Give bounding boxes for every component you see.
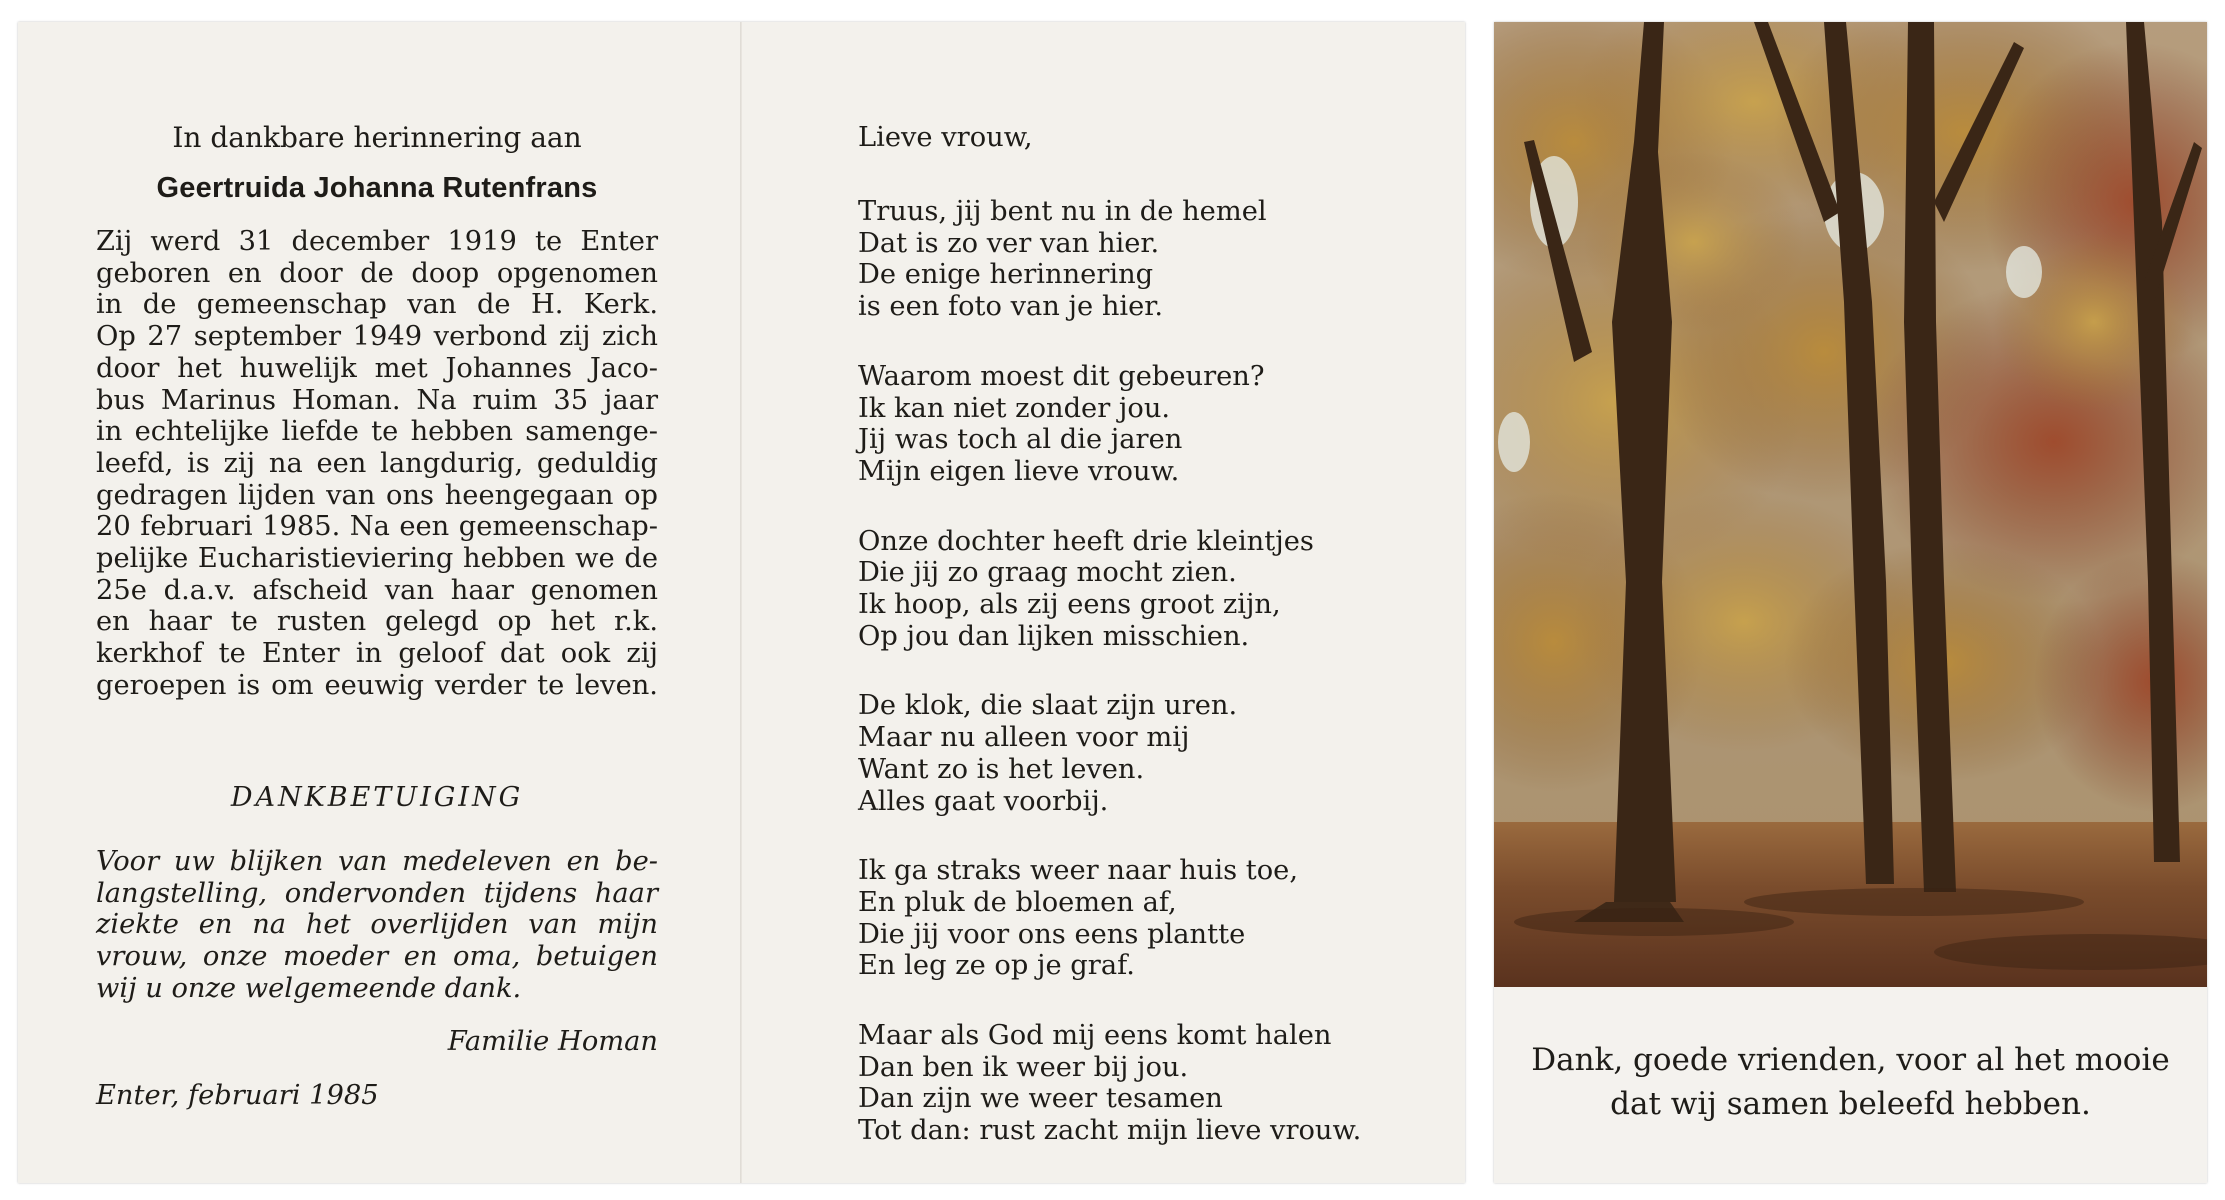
- poem-line: Maar nu alleen voor mij: [858, 722, 1190, 754]
- autumn-forest-photo: [1494, 22, 2207, 987]
- poem-line: Op jou dan lijken misschien.: [858, 620, 1250, 652]
- poem-line: Dan ben ik weer bij jou.: [858, 1051, 1189, 1083]
- bio-line: gedragen lijden van ons heengegaan op: [96, 479, 658, 511]
- poem-line: Onze dochter heeft drie kleintjes: [858, 525, 1314, 557]
- poem-line: Tot dan: rust zacht mijn lieve vrouw.: [858, 1115, 1362, 1147]
- bio-line: leefd, is zij na een langdurig, geduldig: [96, 447, 658, 479]
- poem-line: Ik ga straks weer naar huis toe,: [858, 855, 1299, 887]
- poem-line: Dan zijn we weer tesamen: [858, 1083, 1223, 1115]
- poem-line: En pluk de bloemen af,: [858, 886, 1177, 918]
- thanks-line: wij u onze welgemeende dank.: [96, 972, 522, 1004]
- poem-line: De klok, die slaat zijn uren.: [858, 690, 1238, 722]
- thanks-line: Voor uw blijken van medeleven en be-: [96, 846, 658, 877]
- family-signature: Familie Homan: [447, 1026, 658, 1057]
- poem-stanza: [858, 361, 1418, 488]
- poem-stanza: [858, 526, 1418, 653]
- poem-line: Ik kan niet zonder jou.: [858, 392, 1171, 424]
- bio-line: in de gemeenschap van de H. Kerk.: [96, 289, 658, 321]
- left-panel: [96, 118, 658, 1111]
- poem-line: Waarom moest dit gebeuren?: [858, 360, 1265, 392]
- bio-line: door het huwelijk met Johannes Jaco-: [96, 352, 658, 384]
- caption-line: dat wij samen beleefd hebben.: [1610, 1086, 2091, 1122]
- poem-line: En leg ze op je graf.: [858, 950, 1135, 982]
- card-fold-line: [740, 22, 742, 1183]
- poem-line: Want zo is het leven.: [858, 753, 1145, 785]
- poem-line: Ik hoop, als zij eens groot zijn,: [858, 589, 1281, 621]
- poem-salutation: Lieve vrouw,: [858, 122, 1033, 153]
- poem-line: Dat is zo ver van hier.: [858, 227, 1160, 259]
- photo-card: [1494, 22, 2207, 1183]
- poem-stanza: [858, 196, 1418, 323]
- poem-line: Mijn eigen lieve vrouw.: [858, 455, 1180, 487]
- bio-line: bus Marinus Homan. Na ruim 35 jaar: [96, 384, 658, 416]
- thanks-text: [96, 846, 658, 1005]
- poem-line: Alles gaat voorbij.: [858, 785, 1109, 817]
- poem-panel: [858, 118, 1418, 1147]
- bio-line: Op 27 september 1949 verbond zij zich: [96, 321, 658, 353]
- intro-text: In dankbare herinnering aan: [172, 121, 582, 154]
- poem-line: Truus, jij bent nu in de hemel: [858, 196, 1267, 227]
- bio-line: pelijke Eucharistieviering hebben we de: [96, 543, 658, 575]
- poem-stanza: [858, 1020, 1418, 1147]
- thanks-heading: DANKBETUIGING: [230, 782, 524, 813]
- bio-line: Zij werd 31 december 1919 te Enter: [96, 226, 658, 257]
- bio-line: 20 februari 1985. Na een gemeenschap-: [96, 511, 658, 543]
- photo-caption: [1494, 1038, 2207, 1126]
- biography: [96, 226, 658, 702]
- bio-line: 25e d.a.v. afscheid van haar genomen: [96, 574, 658, 606]
- bio-line: geroepen is om eeuwig verder te leven.: [96, 669, 658, 701]
- poem-line: Jij was toch al die jaren: [858, 424, 1183, 456]
- bio-line: kerkhof te Enter in geloof dat ook zij: [96, 638, 658, 670]
- bio-line: in echtelijke liefde te hebben samenge-: [96, 416, 658, 448]
- poem-stanza: [858, 690, 1418, 817]
- caption-line: Dank, goede vrienden, voor al het mooie: [1531, 1042, 2170, 1078]
- thanks-line: vrouw, onze moeder en oma, betuigen: [96, 941, 658, 973]
- poem-line: De enige herinnering: [858, 259, 1154, 291]
- thanks-line: langstelling, ondervonden tijdens haar: [96, 877, 658, 909]
- poem-line: Maar als God mij eens komt halen: [858, 1020, 1332, 1052]
- deceased-name: Geertruida Johanna Rutenfrans: [156, 172, 598, 204]
- bio-line: geboren en door de doop opgenomen: [96, 257, 658, 289]
- thanks-line: ziekte en na het overlijden van mijn: [96, 909, 658, 941]
- poem-stanza: [858, 855, 1418, 982]
- place-date: Enter, februari 1985: [96, 1080, 379, 1111]
- poem-line: Die jij voor ons eens plantte: [858, 918, 1246, 950]
- poem-line: is een foto van je hier.: [858, 291, 1164, 323]
- bio-line: en haar te rusten gelegd op het r.k.: [96, 606, 658, 638]
- poem-line: Die jij zo graag mocht zien.: [858, 557, 1237, 589]
